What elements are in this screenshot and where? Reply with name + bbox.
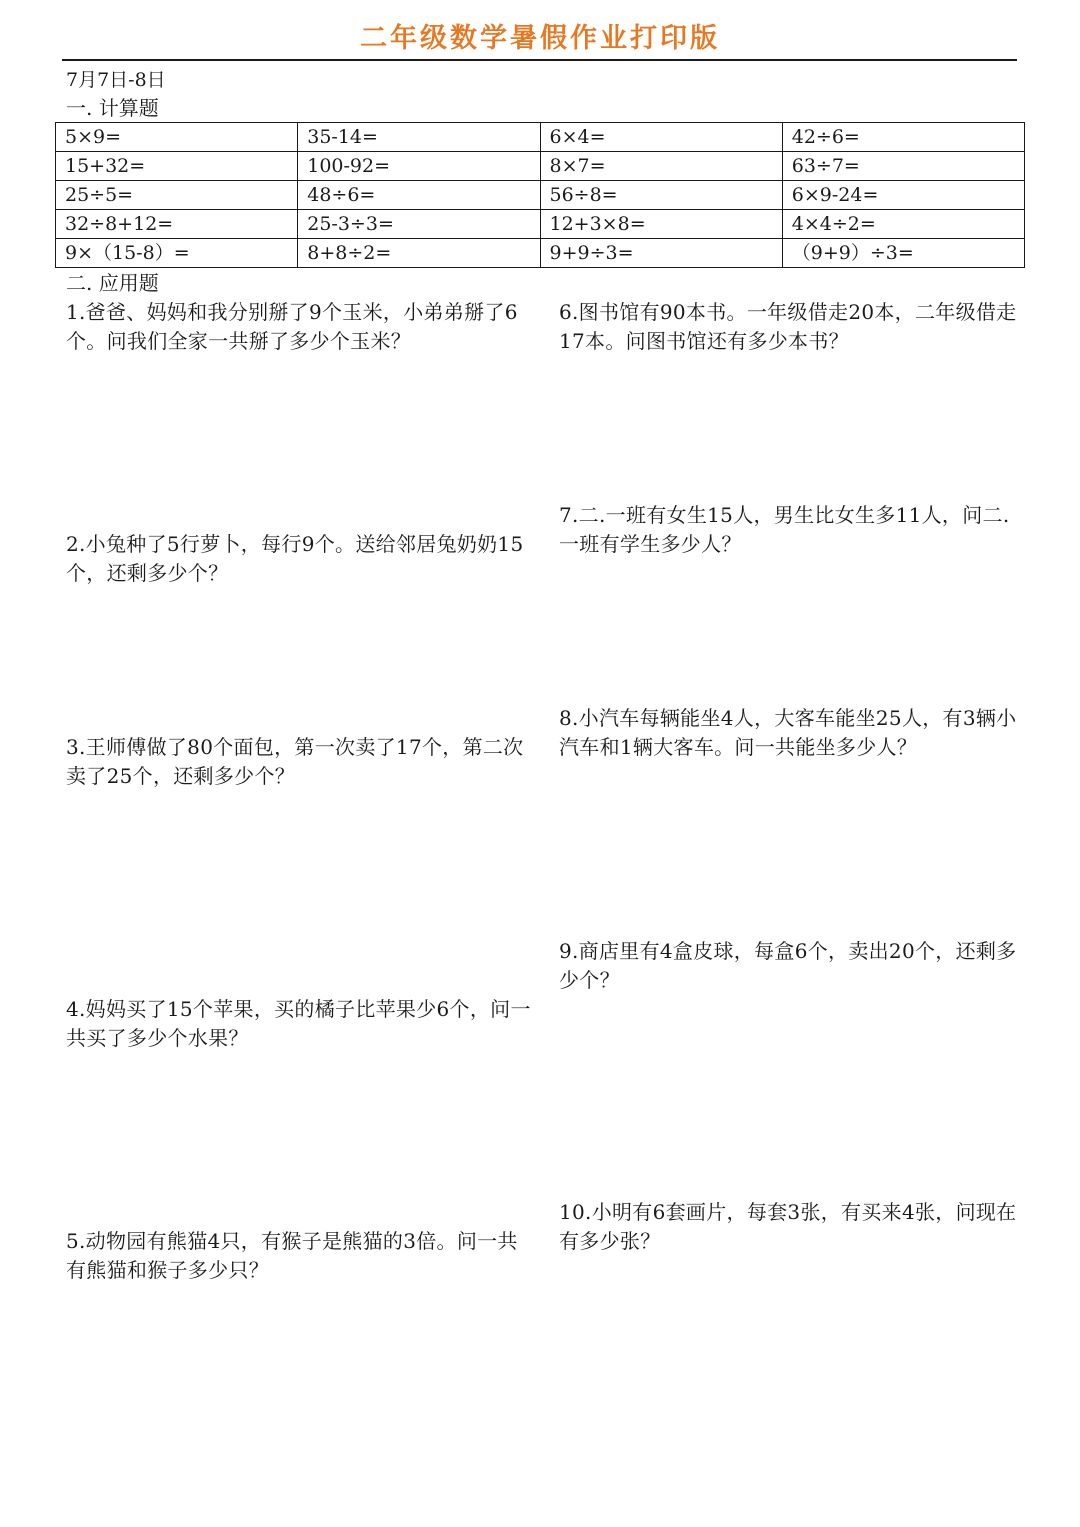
word-problem-4: 4.妈妈买了15个苹果，买的橘子比苹果少6个，问一共买了多少个水果？: [66, 997, 531, 1050]
page-title: 二年级数学暑假作业打印版: [360, 23, 720, 54]
table-cell: 35-14=: [298, 123, 540, 152]
table-row: [56, 123, 1025, 152]
date-label: 7月7日-8日: [66, 69, 166, 91]
table-cell: 42÷6=: [782, 123, 1024, 152]
table-row: [56, 152, 1025, 181]
table-cell: 32÷8+12=: [56, 210, 298, 239]
table-cell: 8+8÷2=: [298, 239, 540, 268]
section-word-problems-title: 二. 应用题: [66, 271, 159, 295]
table-cell: 6×9-24=: [782, 181, 1024, 210]
word-problem-2: 2.小兔种了5行萝卜，每行9个。送给邻居兔奶奶15个，还剩多少个？: [66, 532, 524, 585]
word-problem-6: 6.图书馆有90本书。一年级借走20本，二年级借走17本。问图书馆还有多少本书？: [559, 300, 1017, 353]
word-problem-10: 10.小明有6套画片，每套3张，有买来4张，问现在有多少张？: [559, 1200, 1017, 1253]
word-problem-5: 5.动物园有熊猫4只，有猴子是熊猫的3倍。问一共有熊猫和猴子多少只？: [66, 1229, 518, 1282]
header-divider: [62, 59, 1017, 61]
table-row: [56, 210, 1025, 239]
table-cell: 6×4=: [540, 123, 782, 152]
table-cell: 9×（15-8）=: [56, 239, 298, 268]
table-cell: 9+9÷3=: [540, 239, 782, 268]
calculation-table: [55, 122, 1025, 268]
table-row: [56, 181, 1025, 210]
table-cell: 5×9=: [56, 123, 298, 152]
table-cell: 8×7=: [540, 152, 782, 181]
table-cell: （9+9）÷3=: [782, 239, 1024, 268]
table-cell: 12+3×8=: [540, 210, 782, 239]
word-problem-7: 7.二.一班有女生15人，男生比女生多11人，问二.一班有学生多少人？: [559, 503, 1010, 556]
table-cell: 100-92=: [298, 152, 540, 181]
table-cell: 4×4÷2=: [782, 210, 1024, 239]
word-problem-9: 9.商店里有4盒皮球，每盒6个，卖出20个，还剩多少个？: [559, 939, 1017, 992]
table-row: [56, 239, 1025, 268]
word-problem-8: 8.小汽车每辆能坐4人，大客车能坐25人，有3辆小汽车和1辆大客车。问一共能坐多少人？: [559, 706, 1017, 759]
section-calculation-title: 一. 计算题: [66, 96, 159, 120]
table-cell: 48÷6=: [298, 181, 540, 210]
table-cell: 25÷5=: [56, 181, 298, 210]
word-problem-3: 3.王师傅做了80个面包，第一次卖了17个，第二次卖了25个，还剩多少个？: [66, 735, 524, 788]
table-cell: 56÷8=: [540, 181, 782, 210]
table-cell: 25-3÷3=: [298, 210, 540, 239]
word-problem-1: 1.爸爸、妈妈和我分别掰了9个玉米，小弟弟掰了6个。问我们全家一共掰了多少个玉米？: [66, 300, 518, 353]
table-cell: 15+32=: [56, 152, 298, 181]
table-cell: 63÷7=: [782, 152, 1024, 181]
